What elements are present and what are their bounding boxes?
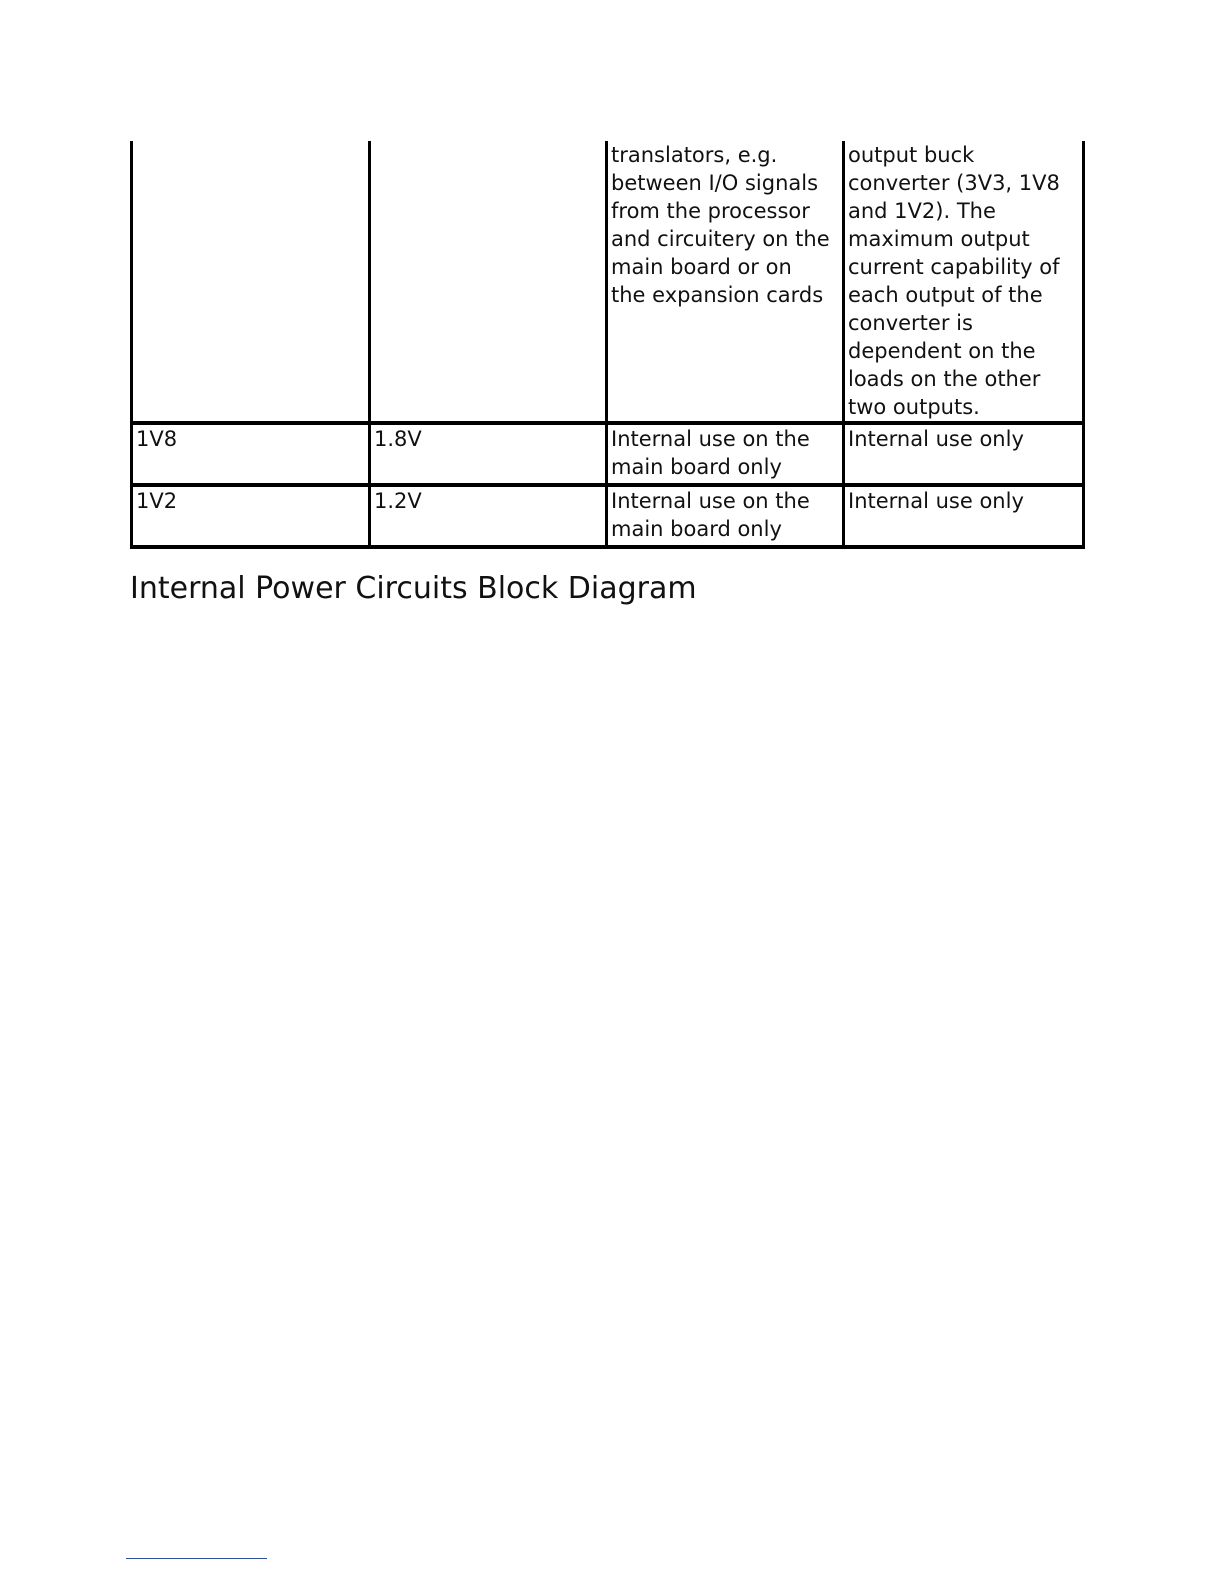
power-rails-table bbox=[130, 141, 1085, 549]
cell-text: 1.2V bbox=[374, 489, 422, 513]
section-heading: Internal Power Circuits Block Diagram bbox=[130, 571, 697, 606]
table-cell-name bbox=[132, 485, 370, 547]
cell-text: output buck converter (3V3, 1V8 and 1V2). The maximum output current capability of each output of the converter is dependent on the loads on the other two outputs. bbox=[848, 143, 1060, 419]
table-cell-voltage bbox=[370, 141, 607, 423]
cell-text: Internal use on the main board only bbox=[611, 489, 810, 541]
cell-text: 1.8V bbox=[374, 427, 422, 451]
table-cell-usage bbox=[607, 141, 844, 423]
cell-text: 1V8 bbox=[136, 427, 178, 451]
table-cell-usage bbox=[607, 485, 844, 547]
cell-text: translators, e.g. between I/O signals from the processor and circuitery on the main board or on the expansion cards bbox=[611, 143, 830, 307]
table-cell-voltage bbox=[370, 485, 607, 547]
table-row-continued bbox=[132, 141, 1084, 423]
table-cell-notes bbox=[844, 141, 1084, 423]
table-cell-notes bbox=[844, 485, 1084, 547]
cell-text: Internal use only bbox=[848, 489, 1024, 513]
table-cell-voltage bbox=[370, 423, 607, 485]
table-row-1v2 bbox=[132, 485, 1084, 547]
footnote-separator bbox=[126, 1558, 267, 1559]
cell-text: 1V2 bbox=[136, 489, 178, 513]
table-cell-usage bbox=[607, 423, 844, 485]
table-cell-name bbox=[132, 141, 370, 423]
cell-text: Internal use on the main board only bbox=[611, 427, 810, 479]
table-row-1v8 bbox=[132, 423, 1084, 485]
cell-text: Internal use only bbox=[848, 427, 1024, 451]
table-cell-notes bbox=[844, 423, 1084, 485]
table-cell-name bbox=[132, 423, 370, 485]
